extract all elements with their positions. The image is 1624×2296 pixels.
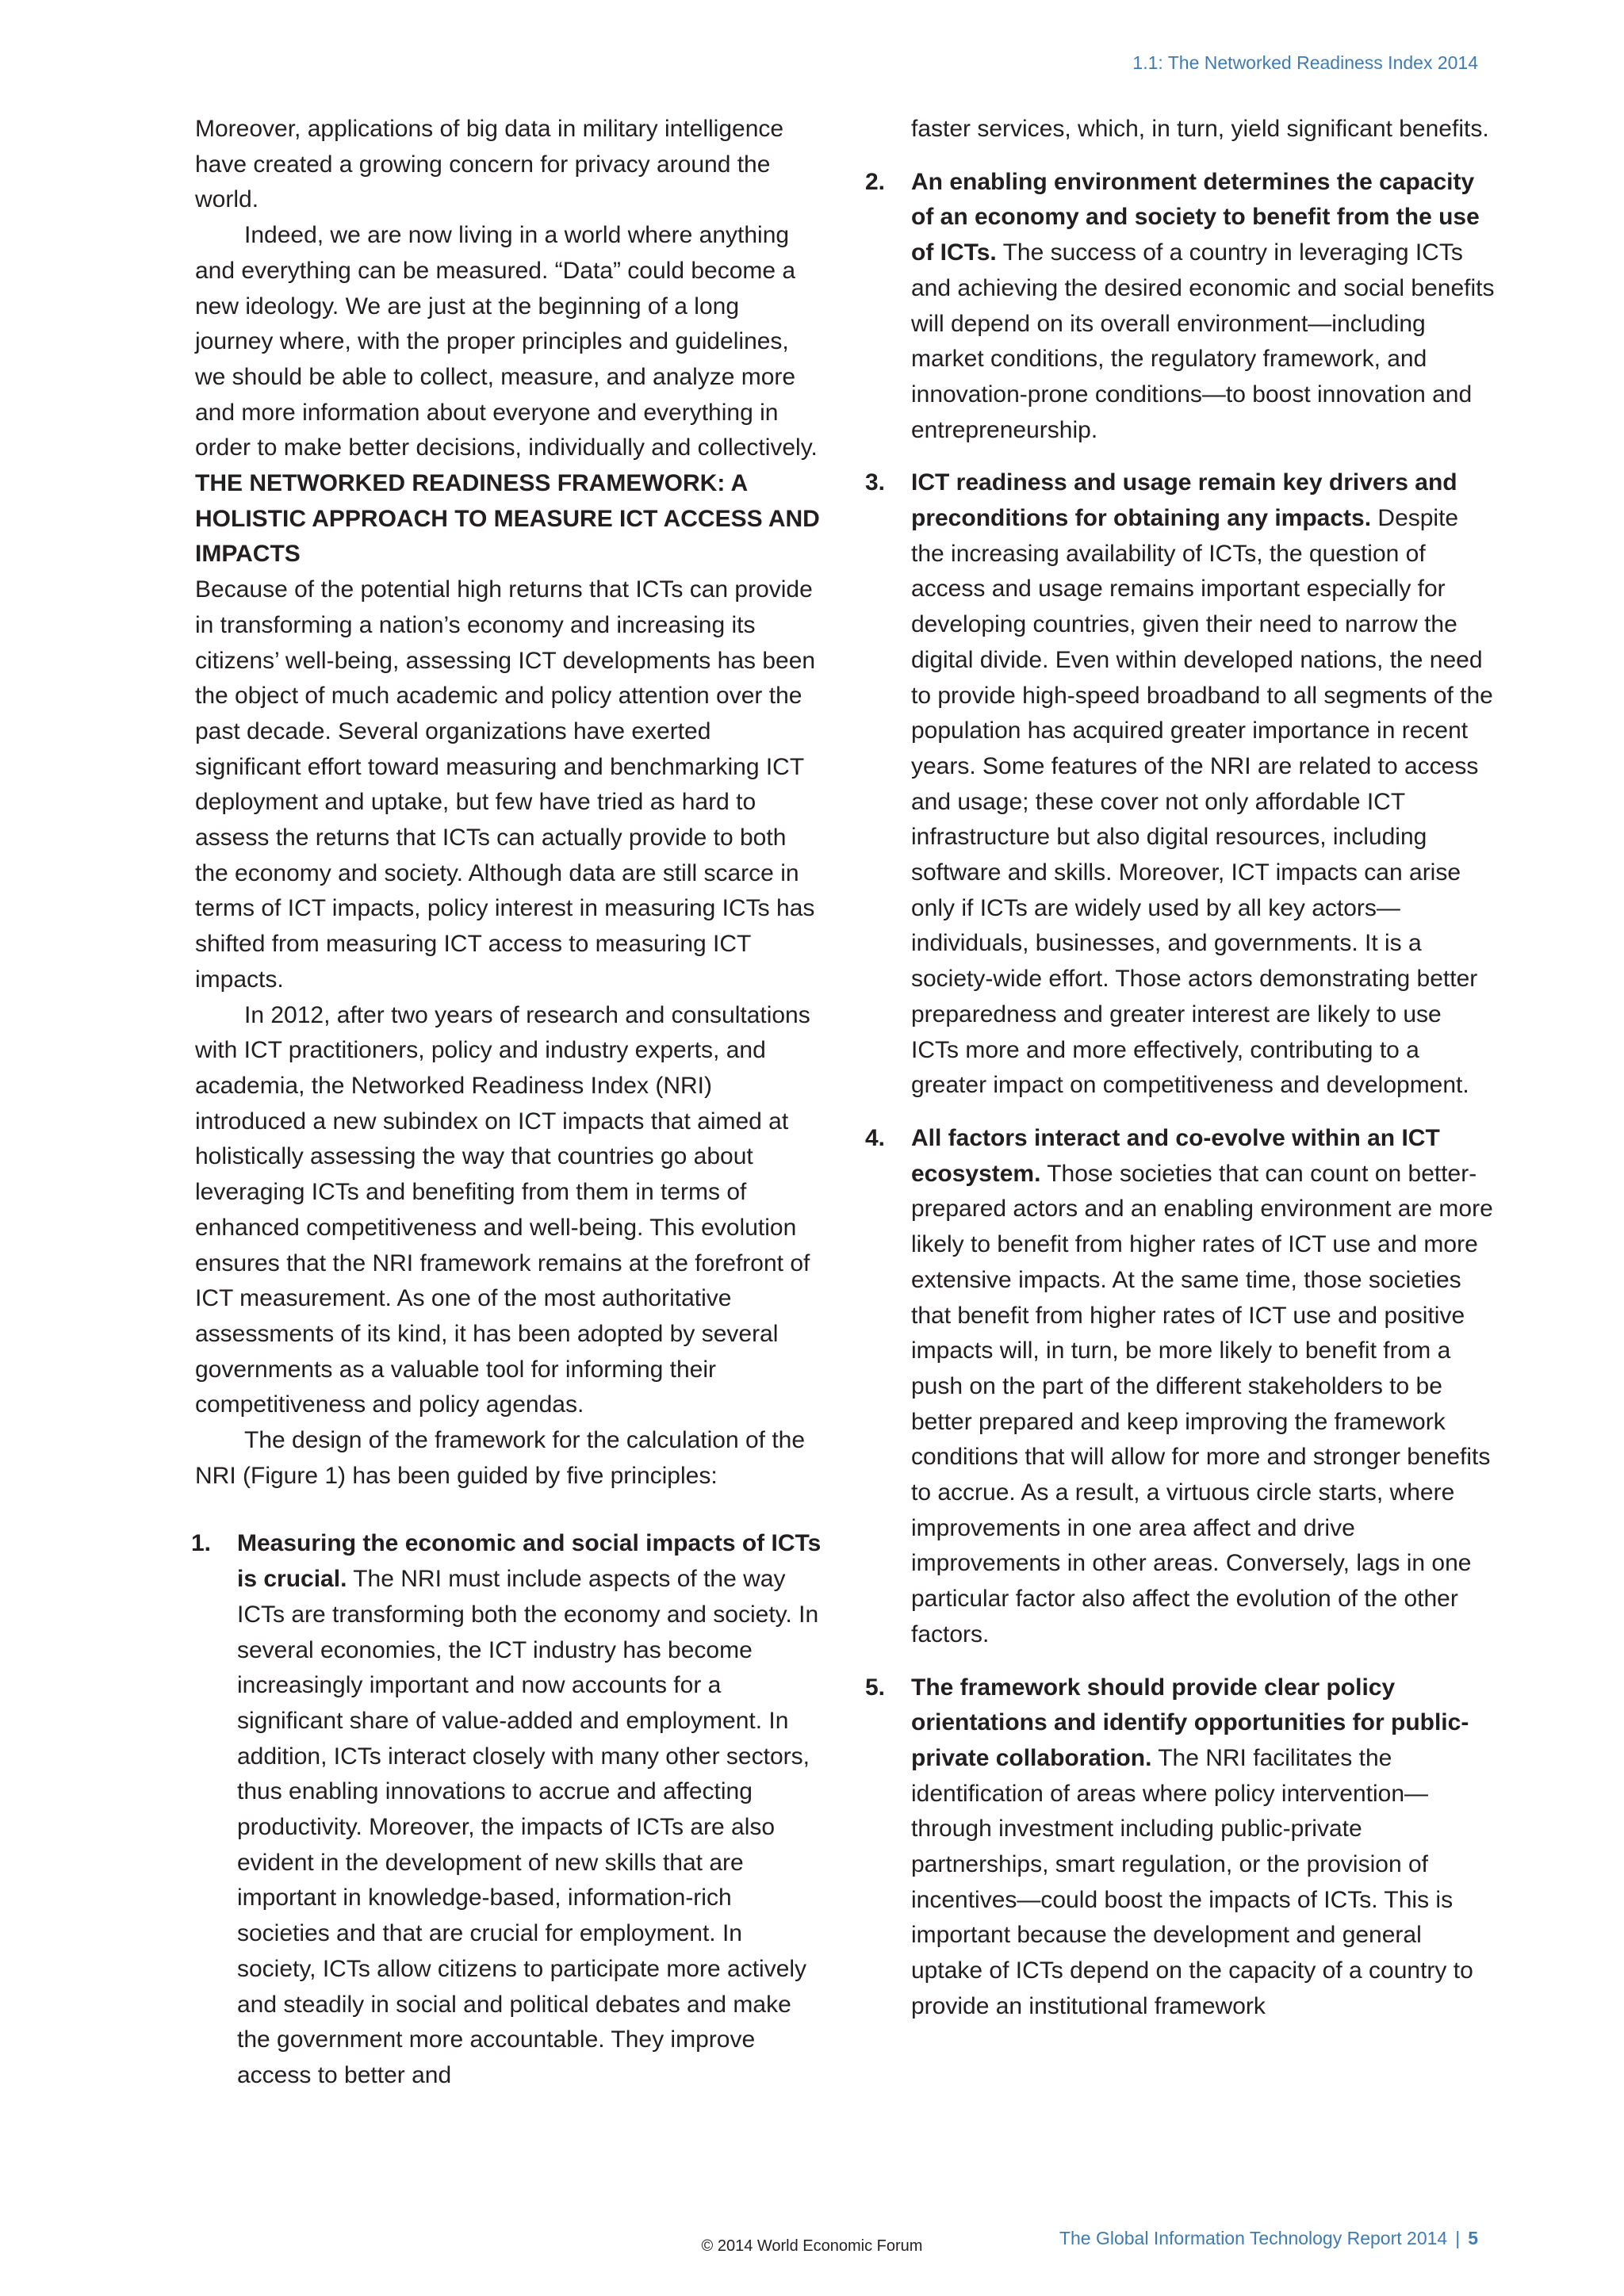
principle-title: ICT readiness and usage remain key drivers and preconditions for obtaining any impacts.	[911, 469, 1457, 532]
principles-list	[191, 1526, 822, 2093]
paragraph: In 2012, after two years of research and consultations with ICT practitioners, policy and industry experts, and academia, the Networked Readiness Index (NRI) introduced a new subindex on ICT impacts that aimed at holistically assessing the way that countries go about leveraging ICTs and benefiting from them in terms of enhanced competitiveness and well-being. This evolution ensures that the NRI framework remains at the forefront of ICT measurement. As one of the most authoritative assessments of its kind, it has been adopted by several governments as a valuable tool for informing their competitiveness and policy agendas.	[195, 1001, 810, 1418]
principles-list	[865, 165, 1496, 2025]
running-head: 1.1: The Networked Readiness Index 2014	[1132, 52, 1478, 73]
page-number: 5	[1468, 2228, 1478, 2248]
left-column	[191, 112, 822, 2094]
list-number: 3.	[865, 469, 886, 496]
principle-title: The framework should provide clear policy orientations and identify opportunities for public-private collaboration.	[911, 1674, 1469, 1771]
copyright-notice: © 2014 World Economic Forum	[701, 2237, 923, 2255]
principle-text: Those societies that can count on better-prepared actors and an enabling environment are more likely to benefit from higher rates of ICT use and more extensive impacts. At the same time, those societies that benefit from higher rates of ICT use and positive impacts will, in turn, be more likely to benefit from a push on the part of the different stakeholders to be better prepared and keep improving the framework conditions that will allow for more and stronger benefits to accrue. As a result, a virtuous circle starts, where improvements in one area affect and drive improvements in other areas. Conversely, lags in one particular factor also affect the evolution of the other factors.	[911, 1160, 1493, 1647]
paragraph: Moreover, applications of big data in military intelligence have created a growing concern for privacy around the world.	[195, 116, 784, 213]
list-number: 5.	[865, 1674, 886, 1701]
footer-separator: |	[1455, 2228, 1461, 2248]
list-item-continuation	[869, 112, 1496, 147]
principle-text: The NRI must include aspects of the way ICTs are transforming both the economy and society. In several economies, the ICT industry has become increasingly important and now accounts for a significant share of value-added and employment. In addition, ICTs interact closely with many other sectors, thus enabling innovations to accrue and affecting productivity. Moreover, the impacts of ICTs are also evident in the development of new skills that are important in knowledge-based, information-rich societies and that are crucial for employment. In society, ICTs allow citizens to participate more actively and steadily in social and political debates and make the government more accountable. They improve access to better and	[237, 1566, 819, 2088]
section-heading: THE NETWORKED READINESS FRAMEWORK: A HOLISTIC APPROACH TO MEASURE ICT ACCESS AND IMPACTS	[195, 470, 820, 568]
principle-text: faster services, which, in turn, yield significant benefits.	[911, 116, 1489, 142]
list-number: 4.	[865, 1124, 886, 1151]
paragraph: The design of the framework for the calculation of the NRI (Figure 1) has been guided by five principles:	[195, 1427, 806, 1489]
list-item	[865, 465, 1496, 1104]
right-column	[865, 112, 1496, 2025]
report-title: The Global Information Technology Report 2014	[1059, 2228, 1448, 2248]
paragraph: Indeed, we are now living in a world where anything and everything can be measured. “Data” could become a new ideology. We are just at the beginning of a long journey where, with the proper principles and guidelines, we should be able to collect, measure, and analyze more and more information about everyone and everything in order to make better decisions, individually and collectively.	[195, 222, 818, 461]
principle-title: An enabling environment determines the capacity of an economy and society to benefit from the use of ICTs.	[911, 168, 1480, 266]
principle-text: The NRI facilitates the identification of areas where policy intervention—through investment including public-private partnerships, smart regulation, or the provision of incentives—could boost the impacts of ICTs. This is important because the development and general uptake of ICTs depend on the capacity of a country to provide an institutional framework	[911, 1744, 1473, 2019]
list-number: 2.	[865, 168, 886, 195]
list-item	[865, 1121, 1496, 1653]
principle-title: Measuring the economic and social impacts of ICTs is crucial.	[237, 1530, 822, 1593]
principle-text: The success of a country in leveraging ICTs and achieving the desired economic and social benefits will depend on its overall environment—including market conditions, the regulatory framework, and innovation-prone conditions—to boost innovation and entrepreneurship.	[911, 239, 1495, 443]
list-item	[865, 1670, 1496, 2025]
paragraph: Because of the potential high returns that ICTs can provide in transforming a nation’s economy and increasing its citizens’ well-being, assessing ICT developments has been the object of much academic and policy attention over the past decade. Several organizations have exerted significant effort toward measuring and benchmarking ICT deployment and uptake, but few have tried as hard to assess the returns that ICTs can actually provide to both the economy and society. Although data are still scarce in terms of ICT impacts, policy interest in measuring ICTs has shifted from measuring ICT access to measuring ICT impacts.	[195, 576, 816, 993]
list-item	[191, 1526, 822, 2093]
list-item	[865, 165, 1496, 449]
principle-title: All factors interact and co-evolve within an ICT ecosystem.	[911, 1124, 1440, 1187]
principle-text: Despite the increasing availability of ICTs, the question of access and usage remains important especially for developing countries, given their need to narrow the digital divide. Even within developed nations, the need to provide high-speed broadband to all segments of the population has acquired greater importance in recent years. Some features of the NRI are related to access and usage; these cover not only affordable ICT infrastructure but also digital resources, including software and skills. Moreover, ICT impacts can arise only if ICTs are widely used by all key actors—individuals, businesses, and governments. It is a society-wide effort. Those actors demonstrating better preparedness and greater interest are likely to use ICTs more and more effectively, contributing to a greater impact on competitiveness and development.	[911, 505, 1493, 1099]
list-number: 1.	[191, 1530, 212, 1557]
footer-report-title	[1059, 2228, 1478, 2249]
